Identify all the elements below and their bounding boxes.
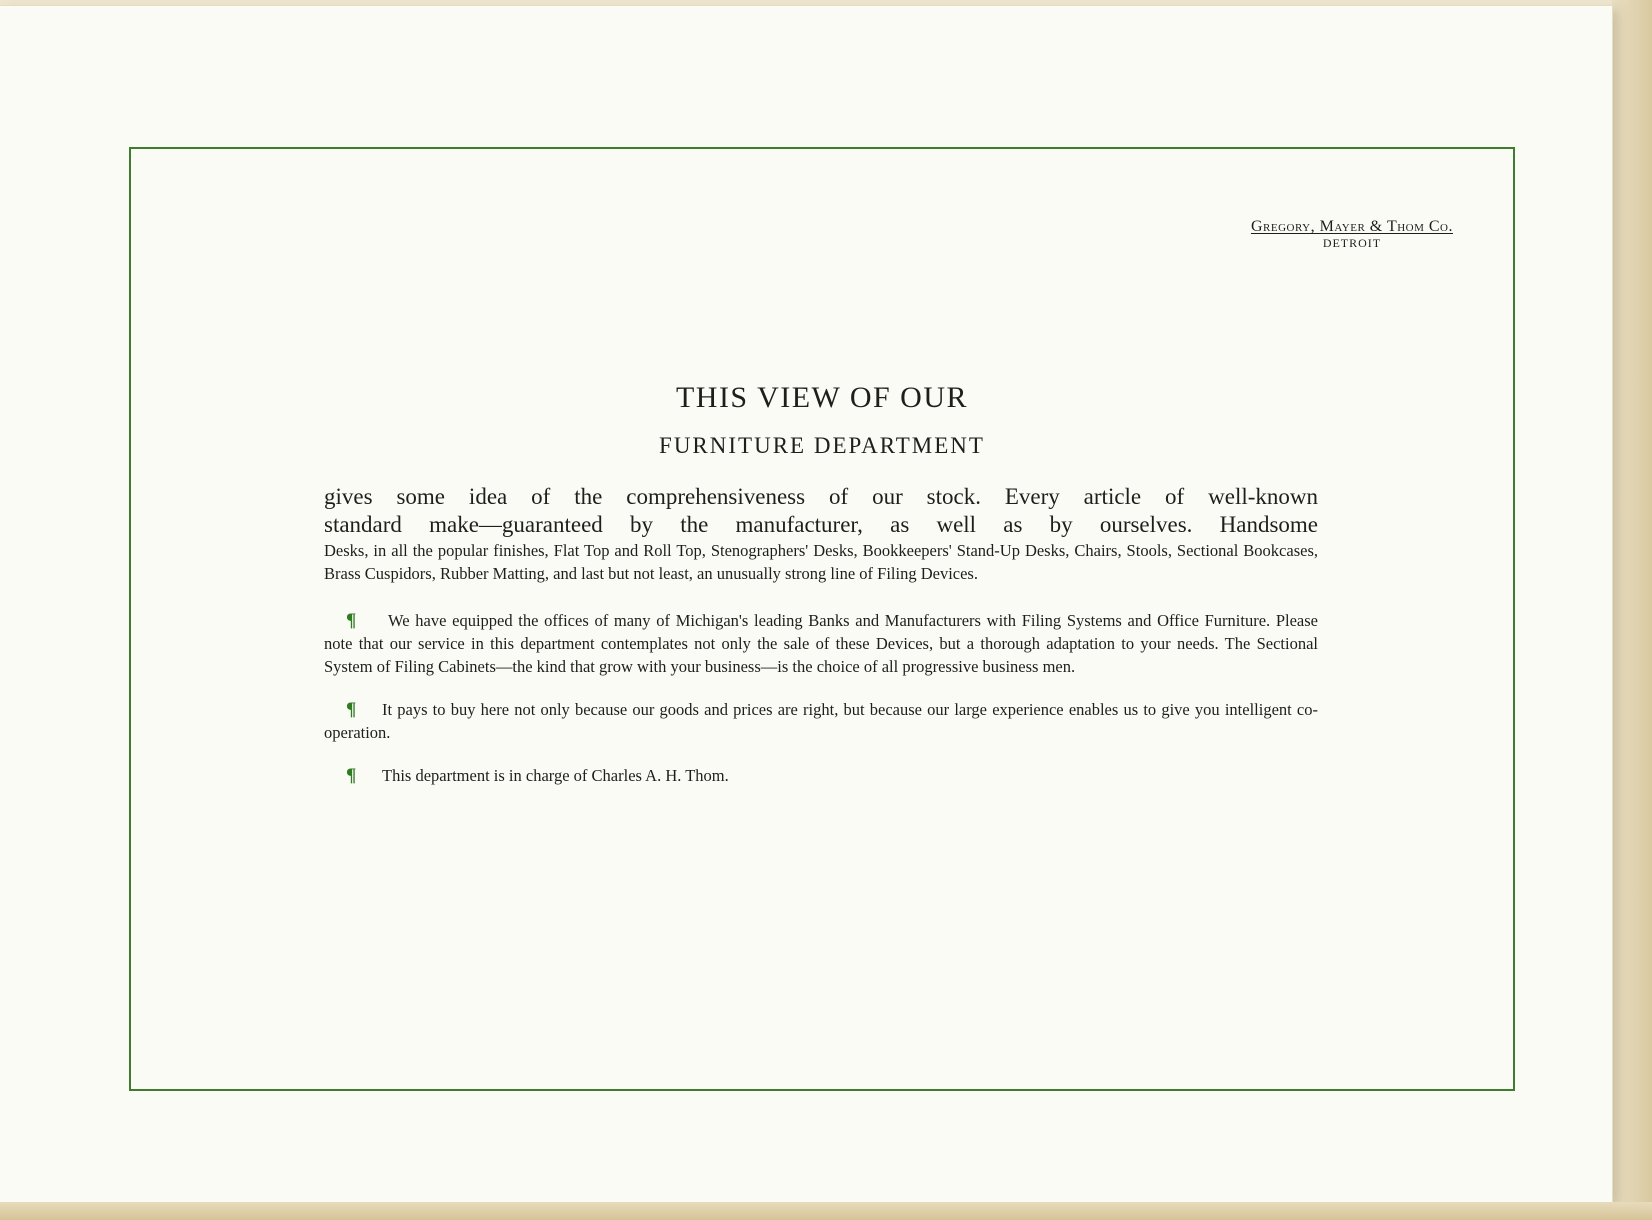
lead-line-2: standard make—guaranteed by the manufacturer, as well as by ourselves. Handsome bbox=[324, 512, 1318, 537]
pilcrow-icon: ¶ bbox=[346, 765, 357, 786]
paper-edge-right bbox=[1612, 0, 1652, 1220]
paragraph-it-pays bbox=[324, 698, 1318, 744]
paper-edge-bottom bbox=[0, 1202, 1652, 1220]
paragraph-department-charge bbox=[324, 764, 1318, 787]
lead-paragraph-rest: Desks, in all the popular finishes, Flat Top and Roll Top, Stenographers' Desks, Bookkeepers' Stand-Up Desks, Chairs, Stools, Sectional Bookcases, Brass Cuspidors, Rubber Matting, and last but not least, an unusually strong line of Filing Devices. bbox=[324, 541, 1318, 583]
page-subtitle: FURNITURE DEPARTMENT bbox=[659, 433, 985, 458]
company-name: Gregory, Mayer & Thom Co. bbox=[1250, 218, 1453, 235]
paragraph-text: This department is in charge of Charles A. H. Thom. bbox=[382, 766, 729, 785]
company-city: DETROIT bbox=[1322, 236, 1382, 250]
paragraph-text: It pays to buy here not only because our goods and prices are right, but because our large experience enables us to give you intelligent co-operation. bbox=[324, 700, 1318, 742]
catalog-page bbox=[0, 6, 1612, 1202]
green-border-frame bbox=[129, 147, 1515, 1091]
page-title: THIS VIEW OF OUR bbox=[675, 381, 969, 414]
lead-line-1: gives some idea of the comprehensiveness of our stock. Every article of well-known bbox=[324, 484, 1318, 509]
pilcrow-icon: ¶ bbox=[346, 699, 357, 720]
body-text bbox=[324, 483, 1318, 787]
paragraph-text: We have equipped the offices of many of Michigan's leading Banks and Manufacturers with Filing Systems and Office Furniture. Please note that our service in this department contemplates not only the sale of these Devices, but a thorough adaptation to your needs. The Sectional System of Filing Cabinets—the kind that grow with your business—is the choice of all progressive business men. bbox=[324, 611, 1318, 676]
pilcrow-icon: ¶ bbox=[346, 610, 357, 631]
paragraph-filing-systems bbox=[324, 609, 1318, 678]
company-header bbox=[1251, 219, 1453, 251]
